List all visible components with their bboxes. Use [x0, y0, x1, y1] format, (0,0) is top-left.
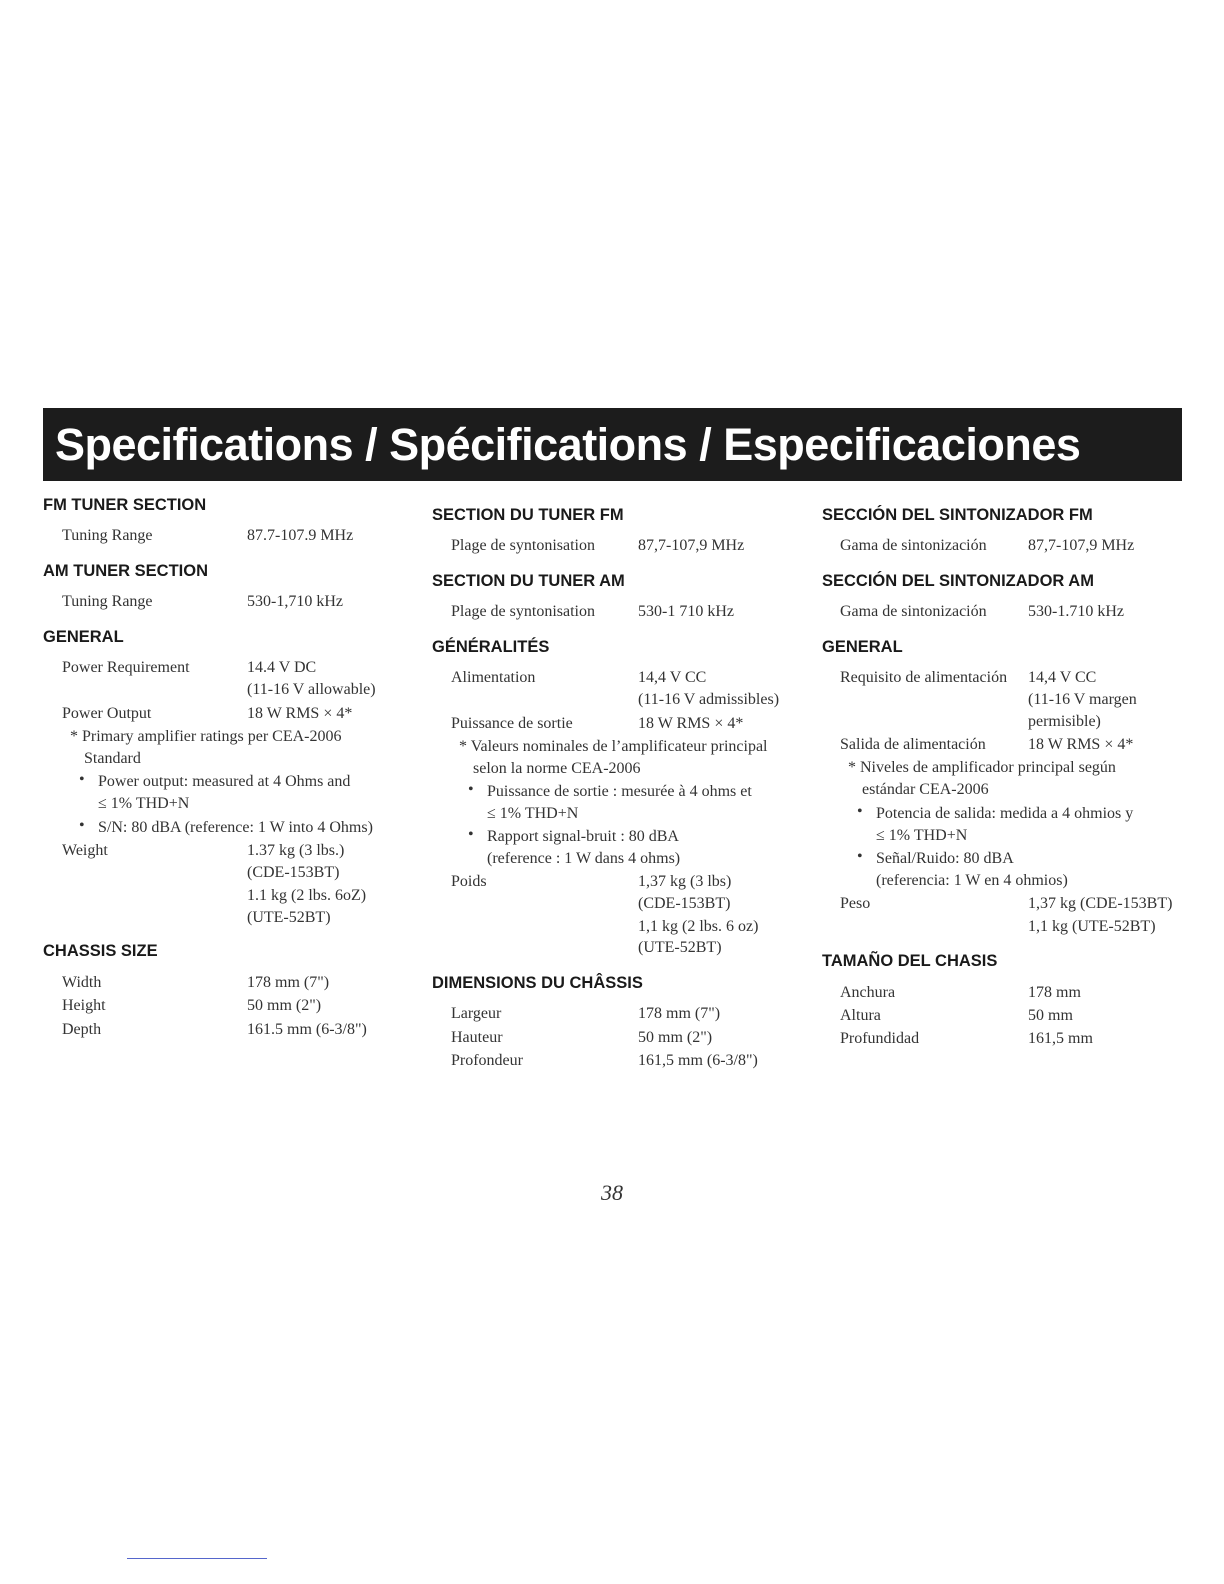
bullet-icon: • [468, 826, 474, 843]
power-requirement-value: 14,4 V CC [638, 669, 707, 686]
depth-label: Profundidad [840, 1030, 920, 1047]
bullet-sn: Rapport signal-bruit : 80 dBA [487, 828, 679, 845]
am-tuning-range-value: 530-1 710 kHz [638, 603, 734, 620]
bullet-power-output-cont: ≤ 1% THD+N [98, 795, 190, 812]
power-requirement-value: 14.4 V DC [247, 659, 317, 676]
chassis-size-heading: TAMAÑO DEL CHASIS [822, 952, 998, 970]
weight-value-2: 1,1 kg (UTE-52BT) [1028, 918, 1156, 935]
ratings-note-cont: selon la norme CEA-2006 [473, 760, 641, 777]
height-label: Hauteur [451, 1029, 503, 1046]
power-output-label: Power Output [62, 705, 152, 722]
am-tuning-range-value: 530-1,710 kHz [247, 593, 343, 610]
fm-tuning-range-label: Tuning Range [62, 527, 153, 544]
power-requirement-range-cont: permisible) [1028, 713, 1101, 730]
ratings-note: * Primary amplifier ratings per CEA-2006 [70, 728, 342, 745]
depth-label: Depth [62, 1021, 102, 1038]
weight-value-1: 1.37 kg (3 lbs.) [247, 842, 345, 859]
height-value: 50 mm [1028, 1007, 1073, 1024]
weight-model-1: (CDE-153BT) [638, 895, 731, 912]
weight-model-2: (UTE-52BT) [247, 909, 331, 926]
bullet-icon: • [79, 771, 85, 788]
bullet-icon: • [79, 817, 85, 834]
ratings-note-cont: estándar CEA-2006 [862, 781, 989, 798]
height-value: 50 mm (2") [638, 1029, 713, 1046]
power-requirement-label: Alimentation [451, 669, 536, 686]
weight-label: Peso [840, 895, 871, 912]
width-label: Largeur [451, 1005, 502, 1022]
fm-tuner-heading: SECTION DU TUNER FM [432, 506, 624, 524]
power-requirement-label: Power Requirement [62, 659, 190, 676]
ratings-note: * Valeurs nominales de l’amplificateur principal [459, 738, 768, 755]
depth-value: 161,5 mm (6-3/8") [638, 1052, 758, 1069]
bullet-icon: • [468, 781, 474, 798]
power-requirement-range: (11-16 V admissibles) [638, 691, 780, 708]
height-label: Altura [840, 1007, 881, 1024]
ratings-note: * Niveles de amplificador principal según [848, 759, 1116, 776]
general-heading: GENERAL [822, 638, 903, 656]
power-output-value: 18 W RMS × 4* [247, 705, 353, 722]
bullet-sn: Señal/Ruido: 80 dBA [876, 850, 1014, 867]
depth-value: 161.5 mm (6-3/8") [247, 1021, 367, 1038]
bullet-power-output: Potencia de salida: medida a 4 ohmios y [876, 805, 1134, 822]
bullet-sn: S/N: 80 dBA (reference: 1 W into 4 Ohms) [98, 819, 373, 836]
power-output-label: Puissance de sortie [451, 715, 573, 732]
page-number: 38 [601, 1180, 623, 1205]
power-requirement-range: (11-16 V margen [1028, 691, 1137, 708]
depth-value: 161,5 mm [1028, 1030, 1093, 1047]
power-requirement-value: 14,4 V CC [1028, 669, 1097, 686]
fm-tuning-range-value: 87,7-107,9 MHz [1028, 537, 1135, 554]
chassis-size-heading: CHASSIS SIZE [43, 942, 158, 960]
power-output-value: 18 W RMS × 4* [1028, 736, 1134, 753]
bullet-icon: • [857, 848, 863, 865]
power-requirement-label: Requisito de alimentación [840, 669, 1008, 686]
weight-value-1: 1,37 kg (3 lbs) [638, 873, 732, 890]
weight-label: Weight [62, 842, 108, 859]
power-requirement-range: (11-16 V allowable) [247, 681, 376, 698]
page-title: Specifications / Spécifications / Especificaciones [55, 418, 1081, 470]
width-value: 178 mm (7") [638, 1005, 721, 1022]
depth-label: Profondeur [451, 1052, 523, 1069]
general-heading: GÉNÉRALITÉS [432, 638, 550, 656]
bullet-power-output: Puissance de sortie : mesurée à 4 ohms et [487, 783, 752, 800]
am-tuner-heading: AM TUNER SECTION [43, 562, 208, 580]
width-label: Width [62, 974, 102, 991]
fm-tuner-heading: SECCIÓN DEL SINTONIZADOR FM [822, 506, 1093, 524]
width-value: 178 mm [1028, 984, 1081, 1001]
height-value: 50 mm (2") [247, 997, 322, 1014]
bullet-power-output-cont: ≤ 1% THD+N [876, 827, 968, 844]
ratings-note-cont: Standard [84, 750, 141, 767]
weight-label: Poids [451, 873, 487, 890]
weight-value-1: 1,37 kg (CDE-153BT) [1028, 895, 1173, 912]
am-tuning-range-label: Tuning Range [62, 593, 153, 610]
height-label: Height [62, 997, 106, 1014]
general-heading: GENERAL [43, 628, 124, 646]
weight-value-2: 1,1 kg (2 lbs. 6 oz) [638, 918, 759, 935]
width-label: Anchura [840, 984, 896, 1001]
bullet-power-output-cont: ≤ 1% THD+N [487, 805, 579, 822]
title-banner [43, 408, 1182, 481]
am-tuning-range-value: 530-1.710 kHz [1028, 603, 1124, 620]
weight-value-2: 1.1 kg (2 lbs. 6oZ) [247, 887, 367, 904]
power-output-label: Salida de alimentación [840, 736, 986, 753]
am-tuner-heading: SECTION DU TUNER AM [432, 572, 625, 590]
footer-divider [127, 1558, 267, 1559]
am-tuner-heading: SECCIÓN DEL SINTONIZADOR AM [822, 572, 1094, 590]
bullet-sn-cont: (reference : 1 W dans 4 ohms) [487, 850, 681, 867]
weight-model-2: (UTE-52BT) [638, 939, 722, 956]
fm-tuning-range-value: 87.7-107.9 MHz [247, 527, 354, 544]
power-output-value: 18 W RMS × 4* [638, 715, 744, 732]
fm-tuning-range-label: Gama de sintonización [840, 537, 987, 554]
am-tuning-range-label: Plage de syntonisation [451, 603, 595, 620]
width-value: 178 mm (7") [247, 974, 330, 991]
weight-model-1: (CDE-153BT) [247, 864, 340, 881]
am-tuning-range-label: Gama de sintonización [840, 603, 987, 620]
fm-tuning-range-value: 87,7-107,9 MHz [638, 537, 745, 554]
bullet-sn-cont: (referencia: 1 W en 4 ohmios) [876, 872, 1068, 889]
chassis-size-heading: DIMENSIONS DU CHÂSSIS [432, 974, 643, 992]
bullet-icon: • [857, 803, 863, 820]
bullet-power-output: Power output: measured at 4 Ohms and [98, 773, 351, 790]
fm-tuning-range-label: Plage de syntonisation [451, 537, 595, 554]
fm-tuner-heading: FM TUNER SECTION [43, 496, 207, 514]
